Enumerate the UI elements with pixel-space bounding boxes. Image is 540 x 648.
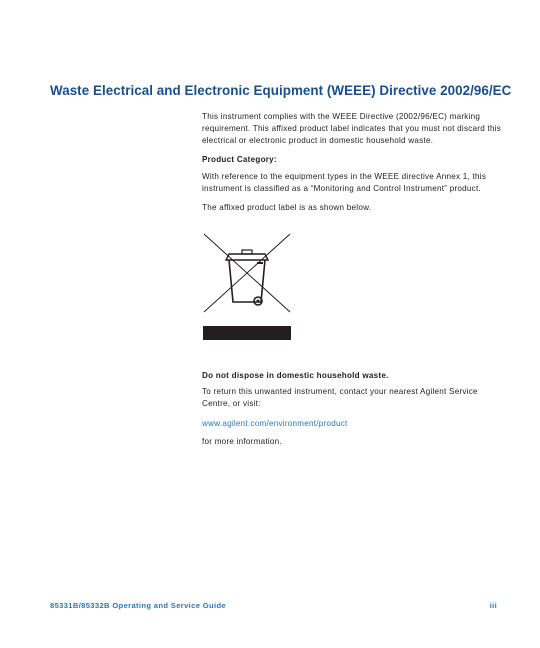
label-intro-paragraph: The affixed product label is as shown below. bbox=[202, 203, 372, 212]
more-info-paragraph: for more information. bbox=[202, 437, 282, 446]
intro-paragraph: This instrument complies with the WEEE Directive (2002/96/EC) marking requirement. This affixed product label indicates that you must not discard this electrical or electronic product in domestic household waste. bbox=[202, 112, 502, 145]
page-title: Waste Electrical and Electronic Equipment (WEEE) Directive 2002/96/EC bbox=[50, 83, 512, 98]
weee-product-label bbox=[202, 232, 292, 342]
footer-page-number: iii bbox=[489, 601, 497, 610]
return-paragraph: To return this unwanted instrument, contact your nearest Agilent Service Centre, or visit: bbox=[202, 387, 478, 408]
weee-bar bbox=[203, 326, 291, 340]
bin-body bbox=[229, 260, 265, 302]
footer-guide-title: 85331B/85332B Operating and Service Guide bbox=[50, 601, 227, 610]
product-category-paragraph: With reference to the equipment types in the WEEE directive Annex 1, this instrument is classified as a “Monitoring and Control Instrument” product. bbox=[202, 172, 487, 193]
agilent-environment-link[interactable]: www.agilent.com/environment/product bbox=[202, 419, 348, 428]
product-category-heading: Product Category: bbox=[202, 155, 277, 164]
disposal-warning: Do not dispose in domestic household waste. bbox=[202, 371, 389, 380]
crossed-out-wheelie-bin-icon bbox=[202, 232, 292, 342]
